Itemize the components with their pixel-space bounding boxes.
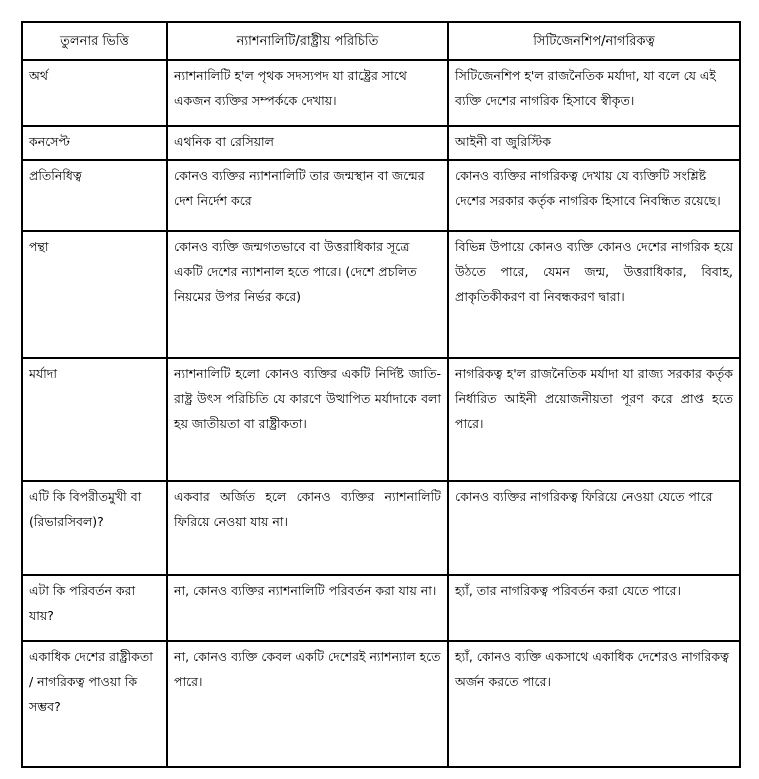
row-basis: প্রতিনিধিত্ব <box>22 160 167 231</box>
table-row <box>22 481 740 575</box>
citizenship-cell: কোনও ব্যক্তির নাগরিকত্ব দেখায় যে ব্যক্তিটি সংশ্লিষ্ট দেশের সরকার কর্তৃক নাগরিক হিসাবে নিবন্ধিত রয়েছে। <box>448 160 740 231</box>
nationality-cell: কোনও ব্যক্তি জন্মগতভাবে বা উত্তরাধিকার সূত্রে একটি দেশের ন্যাশনাল হতে পারে। (দেশে প্রচলিত নিয়মের উপর নির্ভর করে) <box>167 231 448 358</box>
table-row <box>22 160 740 231</box>
row-basis: অর্থ <box>22 60 167 126</box>
citizenship-cell: আইনী বা জুরিস্টিক <box>448 126 740 160</box>
comparison-table <box>21 21 741 768</box>
citizenship-cell: বিভিন্ন উপায়ে কোনও ব্যক্তি কোনও দেশের নাগরিক হয়ে উঠতে পারে, যেমন জন্ম, উত্তরাধিকার, বিবাহ, প্রাকৃতিকীকরণ বা নিবন্ধকরণ দ্বারা। <box>448 231 740 358</box>
row-basis: পন্থা <box>22 231 167 358</box>
row-basis: এটি কি বিপরীতমুখী বা (রিভারসিবল)? <box>22 481 167 575</box>
nationality-cell: ন্যাশনালিটি হ'ল পৃথক সদস্যপদ যা রাষ্ট্রের সাথে একজন ব্যক্তির সম্পর্ককে দেখায়। <box>167 60 448 126</box>
row-basis: এটা কি পরিবর্তন করা যায়? <box>22 575 167 641</box>
row-basis: মর্যাদা <box>22 358 167 481</box>
row-basis: কনসেপ্ট <box>22 126 167 160</box>
nationality-cell: কোনও ব্যক্তির ন্যাশনালিটি তার জন্মস্থান বা জন্মের দেশ নির্দেশ করে <box>167 160 448 231</box>
citizenship-cell: নাগরিকত্ব হ'ল রাজনৈতিক মর্যাদা যা রাজ্য সরকার কর্তৃক নির্ধারিত আইনী প্রয়োজনীয়তা পূরণ করে প্রাপ্ত হতে পারে। <box>448 358 740 481</box>
row-basis: একাধিক দেশের রাষ্ট্রীকতা / নাগরিকত্ব পাওয়া কি সম্ভব? <box>22 641 167 767</box>
nationality-cell: ন্যাশনালিটি হলো কোনও ব্যক্তির একটি নির্দিষ্ট জাতি-রাষ্ট্র উৎস পরিচিতি যে কারণে উত্থাপিত মর্যাদাকে বলা হয় জাতীয়তা বা রাষ্ট্রীকতা। <box>167 358 448 481</box>
table-row <box>22 126 740 160</box>
citizenship-cell: কোনও ব্যক্তির নাগরিকত্ব ফিরিয়ে নেওয়া যেতে পারে <box>448 481 740 575</box>
header-basis: তুলনার ভিত্তি <box>22 22 167 60</box>
citizenship-cell: হ্যাঁ, তার নাগরিকত্ব পরিবর্তন করা যেতে পারে। <box>448 575 740 641</box>
nationality-cell: না, কোনও ব্যক্তির ন্যাশনালিটি পরিবর্তন করা যায় না। <box>167 575 448 641</box>
nationality-cell: এথনিক বা রেসিয়াল <box>167 126 448 160</box>
table-row <box>22 358 740 481</box>
header-row <box>22 22 740 60</box>
header-nationality: ন্যাশনালিটি/রাষ্ট্রীয় পরিচিতি <box>167 22 448 60</box>
table-row <box>22 575 740 641</box>
table-row <box>22 641 740 767</box>
nationality-cell: না, কোনও ব্যক্তি কেবল একটি দেশেরই ন্যাশন্যাল হতে পারে। <box>167 641 448 767</box>
citizenship-cell: সিটিজেনশিপ হ'ল রাজনৈতিক মর্যাদা, যা বলে যে এই ব্যক্তি দেশের নাগরিক হিসাবে স্বীকৃত। <box>448 60 740 126</box>
table-row <box>22 231 740 358</box>
comparison-table-container <box>21 21 739 768</box>
citizenship-cell: হ্যাঁ, কোনও ব্যক্তি একসাথে একাধিক দেশেরও নাগরিকত্ব অর্জন করতে পারে। <box>448 641 740 767</box>
nationality-cell: একবার অর্জিত হলে কোনও ব্যক্তির ন্যাশনালিটি ফিরিয়ে নেওয়া যায় না। <box>167 481 448 575</box>
header-citizenship: সিটিজেনশিপ/নাগরিকত্ব <box>448 22 740 60</box>
table-row <box>22 60 740 126</box>
